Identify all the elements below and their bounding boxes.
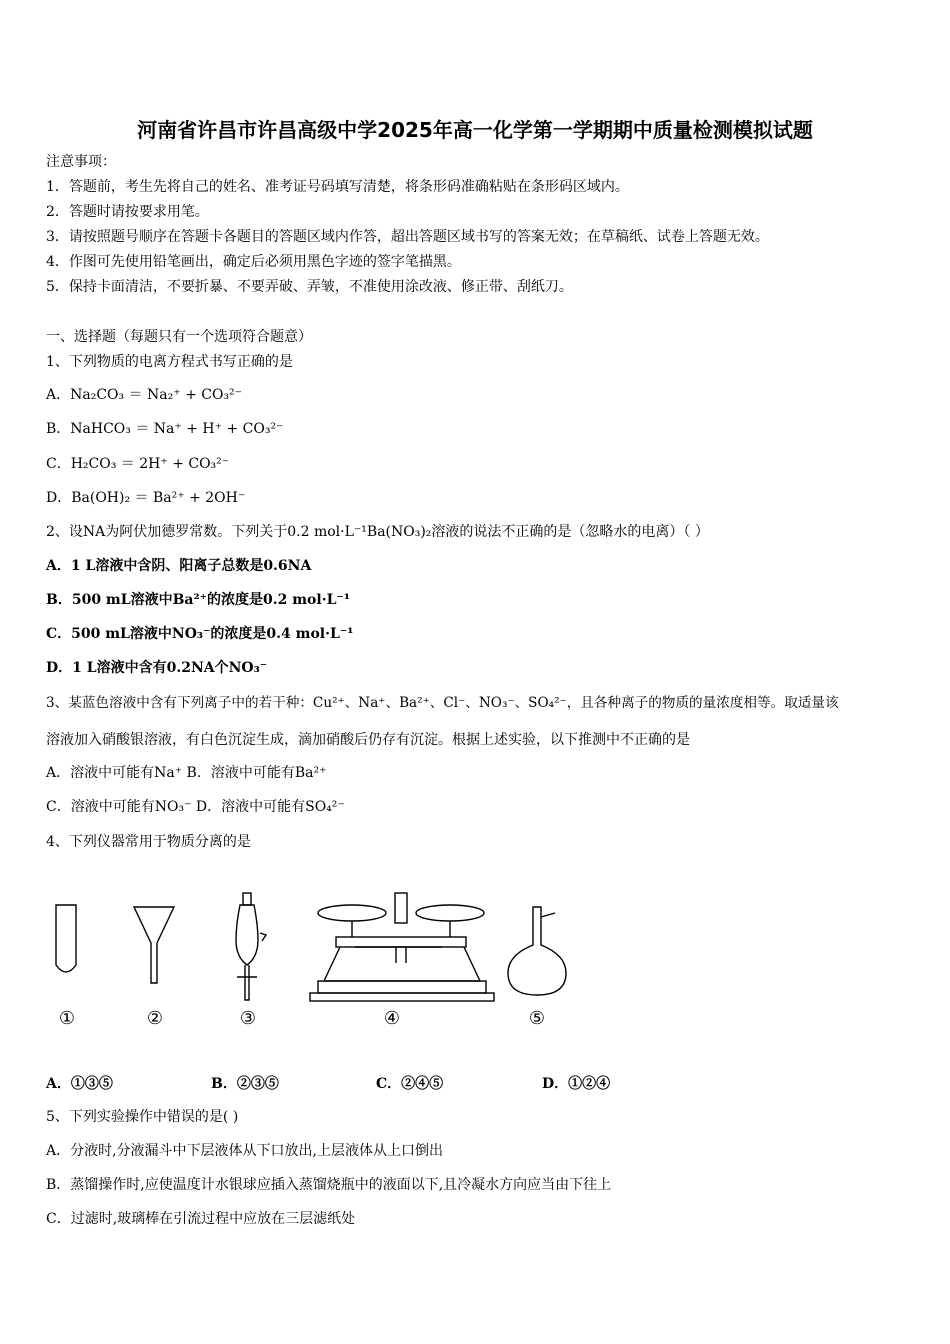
q1-option-a: A．Na₂CO₃ ＝ Na₂⁺ + CO₃²⁻ (46, 387, 243, 403)
notice-item: 2．答题时请按要求用笔。 (46, 204, 209, 220)
q3-stem-cont: 溶液加入硝酸银溶液，有白色沉淀生成，滴加硝酸后仍存有沉淀。根据上述实验，以下推测中不正确的是 (46, 732, 690, 748)
q1-option-c: C．H₂CO₃ ＝ 2H⁺ + CO₃²⁻ (46, 456, 230, 472)
section-heading: 一、选择题（每题只有一个选项符合题意） (46, 329, 312, 345)
q4-option-c: C．②④⑤ (376, 1076, 444, 1092)
q5-stem: 5、下列实验操作中错误的是( ) (46, 1109, 239, 1125)
notice-item: 3．请按照题号顺序在答题卡各题目的答题区域内作答，超出答题区域书写的答案无效；在草稿纸、试卷上答题无效。 (46, 229, 769, 245)
q4-stem: 4、下列仪器常用于物质分离的是 (46, 834, 251, 850)
figure-label: ② (146, 1008, 164, 1029)
q1-option-d: D．Ba(OH)₂ ＝ Ba²⁺ + 2OH⁻ (46, 490, 246, 506)
q5-option-c: C．过滤时,玻璃棒在引流过程中应放在三层滤纸处 (46, 1211, 356, 1227)
figure-label: ④ (383, 1008, 401, 1029)
q3-stem: 3、某蓝色溶液中含有下列离子中的若干种：Cu²⁺、Na⁺、Ba²⁺、Cl⁻、NO₃⁻、SO₄²⁻，且各种离子的物质的量浓度相等。取适量该 (46, 695, 839, 711)
separatory-funnel-icon (236, 893, 266, 1000)
distillation-flask-icon (508, 907, 566, 995)
figure-label: ③ (239, 1008, 257, 1029)
q2-stem: 2、设NA为阿伏加德罗常数。下列关于0.2 mol·L⁻¹Ba(NO₃)₂溶液的说法不正确的是（忽略水的电离）（ ） (46, 524, 709, 540)
funnel-icon (134, 907, 174, 983)
q2-option-d: D．1 L溶液中含有0.2NA个NO₃⁻ (46, 660, 268, 676)
figure-label: ⑤ (528, 1008, 546, 1029)
balance-scale-icon (310, 893, 494, 1001)
notice-item: 5．保持卡面清洁，不要折暴、不要弄破、弄皱，不准使用涂改液、修正带、刮纸刀。 (46, 279, 573, 295)
q2-option-b: B．500 mL溶液中Ba²⁺的浓度是0.2 mol·L⁻¹ (46, 592, 350, 608)
q4-option-a: A．①③⑤ (46, 1076, 113, 1092)
q3-options-ab: A．溶液中可能有Na⁺ B．溶液中可能有Ba²⁺ (46, 765, 327, 781)
q4-option-d: D．①②④ (542, 1076, 611, 1092)
notice-item: 1．答题前，考生先将自己的姓名、准考证号码填写清楚，将条形码准确粘贴在条形码区域内。 (46, 179, 629, 195)
lab-apparatus-figure (40, 885, 575, 1045)
q1-stem: 1、下列物质的电离方程式书写正确的是 (46, 354, 293, 370)
q4-option-b: B．②③⑤ (211, 1076, 279, 1092)
test-tube-icon (56, 905, 76, 972)
q5-option-b: B．蒸馏操作时,应使温度计水银球应插入蒸馏烧瓶中的液面以下,且冷凝水方向应当由下往上 (46, 1177, 612, 1193)
figure-label: ① (58, 1008, 76, 1029)
page-title: 河南省许昌市许昌高级中学2025年高一化学第一学期期中质量检测模拟试题 (137, 118, 813, 142)
q2-option-c: C．500 mL溶液中NO₃⁻的浓度是0.4 mol·L⁻¹ (46, 626, 354, 642)
q5-option-a: A．分液时,分液漏斗中下层液体从下口放出,上层液体从上口倒出 (46, 1143, 444, 1159)
q1-option-b: B．NaHCO₃ ＝ Na⁺ + H⁺ + CO₃²⁻ (46, 421, 284, 437)
notice-heading: 注意事项： (46, 154, 116, 170)
q2-option-a: A．1 L溶液中含阴、阳离子总数是0.6NA (46, 558, 312, 574)
notice-item: 4．作图可先使用铅笔画出，确定后必须用黑色字迹的签字笔描黑。 (46, 254, 461, 270)
q3-options-cd: C．溶液中可能有NO₃⁻ D．溶液中可能有SO₄²⁻ (46, 799, 345, 815)
